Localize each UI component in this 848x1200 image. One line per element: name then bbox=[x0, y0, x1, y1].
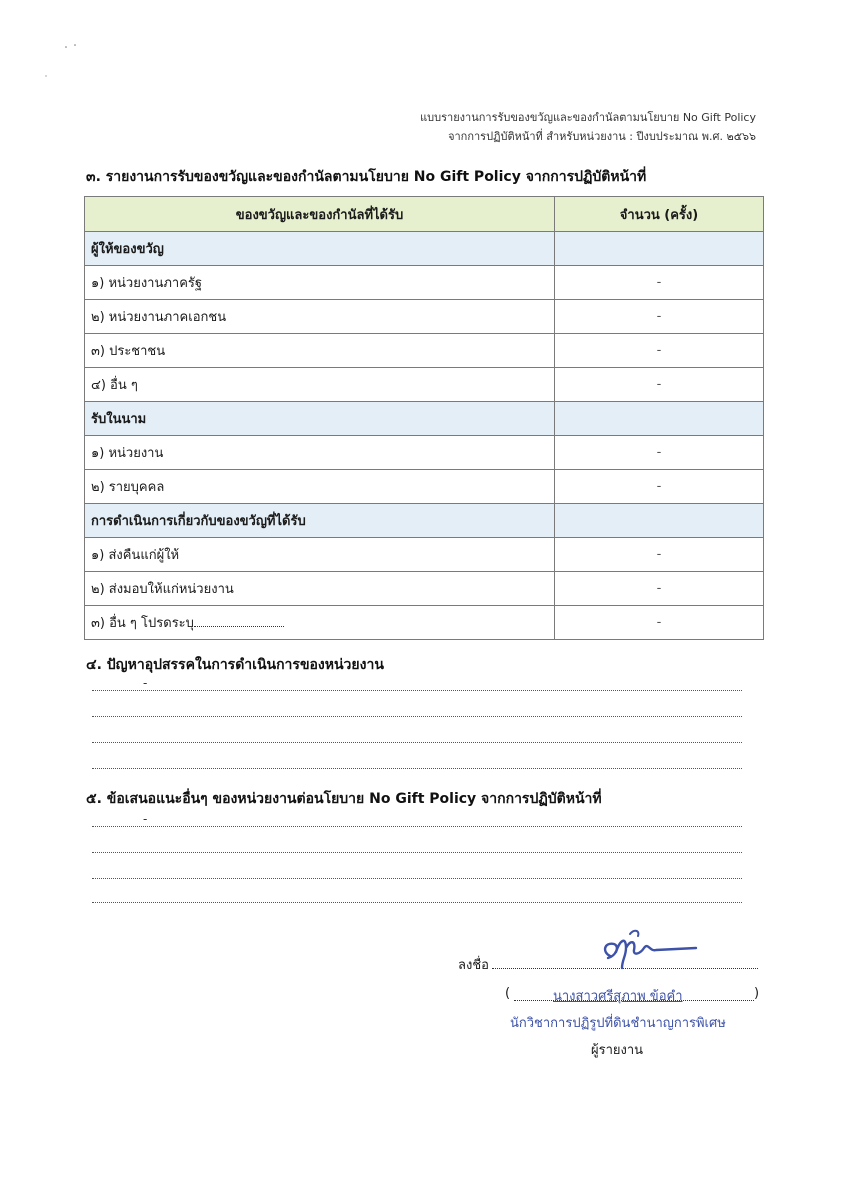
sign-label: ลงชื่อ bbox=[458, 958, 489, 973]
group-row-handling bbox=[85, 504, 764, 538]
signer-name: นางสาวศรีสุภาพ ข้อคำ bbox=[553, 989, 683, 1004]
handwritten-signature bbox=[596, 926, 700, 976]
section-4-answer: - bbox=[143, 676, 148, 690]
reporter-role: ผู้รายงาน bbox=[591, 1043, 644, 1058]
row-item: ๒) รายบุคคล bbox=[85, 470, 555, 504]
row-item: ๒) ส่งมอบให้แก่หน่วยงาน bbox=[85, 572, 555, 606]
row-count: - bbox=[555, 334, 764, 368]
open-parenthesis: ( bbox=[505, 986, 511, 1001]
table-row bbox=[85, 538, 764, 572]
row-count: - bbox=[555, 470, 764, 504]
row-item: ๑) ส่งคืนแก่ผู้ให้ bbox=[85, 538, 555, 572]
table-row bbox=[85, 334, 764, 368]
table-header-row bbox=[85, 197, 764, 232]
header-line-2: จากการปฏิบัติหน้าที่ สำหรับหน่วยงาน : ปีงบประมาณ พ.ศ. ๒๕๖๖ bbox=[448, 130, 756, 143]
column-header-items: ของขวัญและของกำนัลที่ได้รับ bbox=[85, 197, 555, 232]
answer-line bbox=[92, 716, 742, 717]
answer-line bbox=[92, 852, 742, 853]
section-3-title: ๓. รายงานการรับของขวัญและของกำนัลตามนโยบาย No Gift Policy จากการปฏิบัติหน้าที่ bbox=[86, 169, 647, 185]
table-row bbox=[85, 436, 764, 470]
table-row bbox=[85, 266, 764, 300]
table-row bbox=[85, 470, 764, 504]
answer-line bbox=[92, 902, 742, 903]
row-count: - bbox=[555, 266, 764, 300]
row-item-with-blank bbox=[85, 606, 555, 640]
specify-blank-line bbox=[194, 614, 284, 627]
row-item: ๒) หน่วยงานภาคเอกชน bbox=[85, 300, 555, 334]
signer-position: นักวิชาการปฏิรูปที่ดินชำนาญการพิเศษ bbox=[510, 1016, 726, 1031]
header-line-1: แบบรายงานการรับของขวัญและของกำนัลตามนโยบาย No Gift Policy bbox=[420, 111, 756, 124]
section-5-title: ๕. ข้อเสนอแนะอื่นๆ ของหน่วยงานต่อนโยบาย No Gift Policy จากการปฏิบัติหน้าที่ bbox=[86, 791, 602, 807]
section-4-title: ๔. ปัญหาอุปสรรคในการดำเนินการของหน่วยงาน bbox=[86, 657, 384, 673]
form-header bbox=[420, 108, 756, 146]
group-row-received-as bbox=[85, 402, 764, 436]
table-row bbox=[85, 368, 764, 402]
row-item: ๓) อื่น ๆ โปรดระบุ bbox=[91, 616, 194, 631]
answer-line bbox=[92, 878, 742, 879]
row-count: - bbox=[555, 300, 764, 334]
row-item: ๔) อื่น ๆ bbox=[85, 368, 555, 402]
row-count: - bbox=[555, 606, 764, 640]
section-5-answer: - bbox=[143, 812, 148, 826]
group-label: ผู้ให้ของขวัญ bbox=[85, 232, 555, 266]
row-count: - bbox=[555, 368, 764, 402]
row-item: ๑) หน่วยงาน bbox=[85, 436, 555, 470]
row-item: ๓) ประชาชน bbox=[85, 334, 555, 368]
close-parenthesis: ) bbox=[754, 986, 760, 1001]
answer-line bbox=[92, 826, 742, 827]
row-count: - bbox=[555, 538, 764, 572]
table-row bbox=[85, 300, 764, 334]
answer-line bbox=[92, 768, 742, 769]
column-header-count: จำนวน (ครั้ง) bbox=[555, 197, 764, 232]
table-row bbox=[85, 572, 764, 606]
group-label: การดำเนินการเกี่ยวกับของขวัญที่ได้รับ bbox=[85, 504, 555, 538]
answer-line bbox=[92, 742, 742, 743]
scan-specks bbox=[40, 40, 80, 80]
row-item: ๑) หน่วยงานภาครัฐ bbox=[85, 266, 555, 300]
row-count: - bbox=[555, 436, 764, 470]
answer-line bbox=[92, 690, 742, 691]
gift-report-table bbox=[84, 196, 764, 640]
table-row bbox=[85, 606, 764, 640]
group-label: รับในนาม bbox=[85, 402, 555, 436]
group-row-giver bbox=[85, 232, 764, 266]
row-count: - bbox=[555, 572, 764, 606]
